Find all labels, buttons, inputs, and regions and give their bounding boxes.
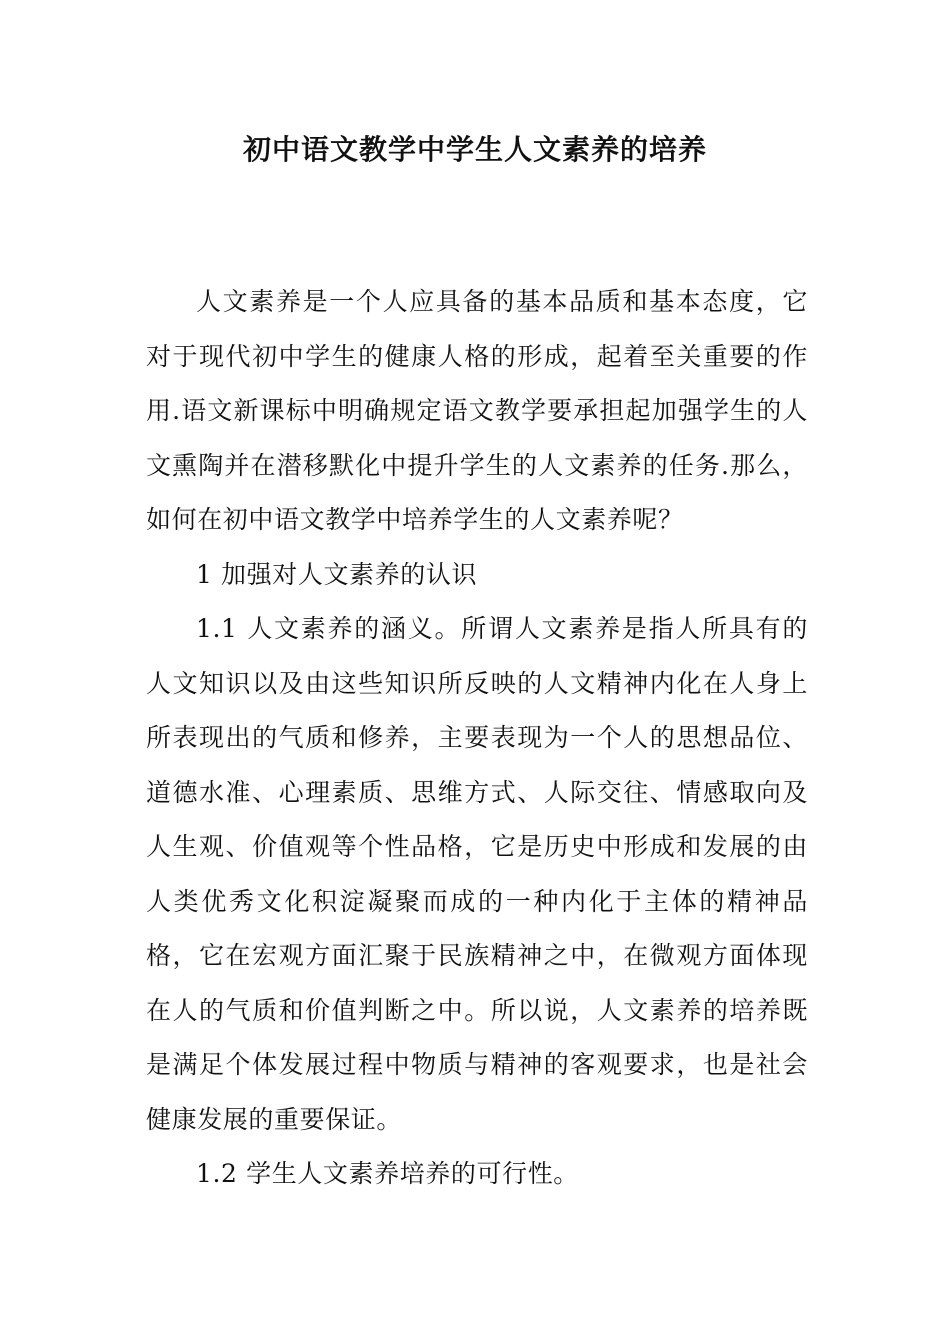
paragraph-intro: 人文素养是一个人应具备的基本品质和基本态度，它对于现代初中学生的健康人格的形成，起着至关重要的作用.语文新课标中明确规定语文教学要承担起加强学生的人文熏陶并在潜移默化中提升学生的人文素养的任务.那么，如何在初中语文教学中培养学生的人文素养呢？	[146, 287, 808, 534]
document-title: 初中语文教学中学生人文素养的培养	[242, 133, 707, 166]
document-body	[146, 275, 808, 1202]
section-heading-1-2: 1.2 学生人文素养培养的可行性。	[196, 1159, 579, 1188]
paragraph-1-1: 1.1 人文素养的涵义。所谓人文素养是指人所具有的人文知识以及由这些知识所反映的人文精神内化在人身上所表现出的气质和修养，主要表现为一个人的思想品位、道德水准、心理素质、思维方式、人际交往、情感取向及人生观、价值观等个性品格，它是历史中形成和发展的由人类优秀文化积淀凝聚而成的一种内化于主体的精神品格，它在宏观方面汇聚于民族精神之中，在微观方面体现在人的气质和价值判断之中。所以说，人文素养的培养既是满足个体发展过程中物质与精神的客观要求，也是社会健康发展的重要保证。	[146, 614, 808, 1134]
section-heading-1: 1 加强对人文素养的认识	[196, 559, 478, 589]
